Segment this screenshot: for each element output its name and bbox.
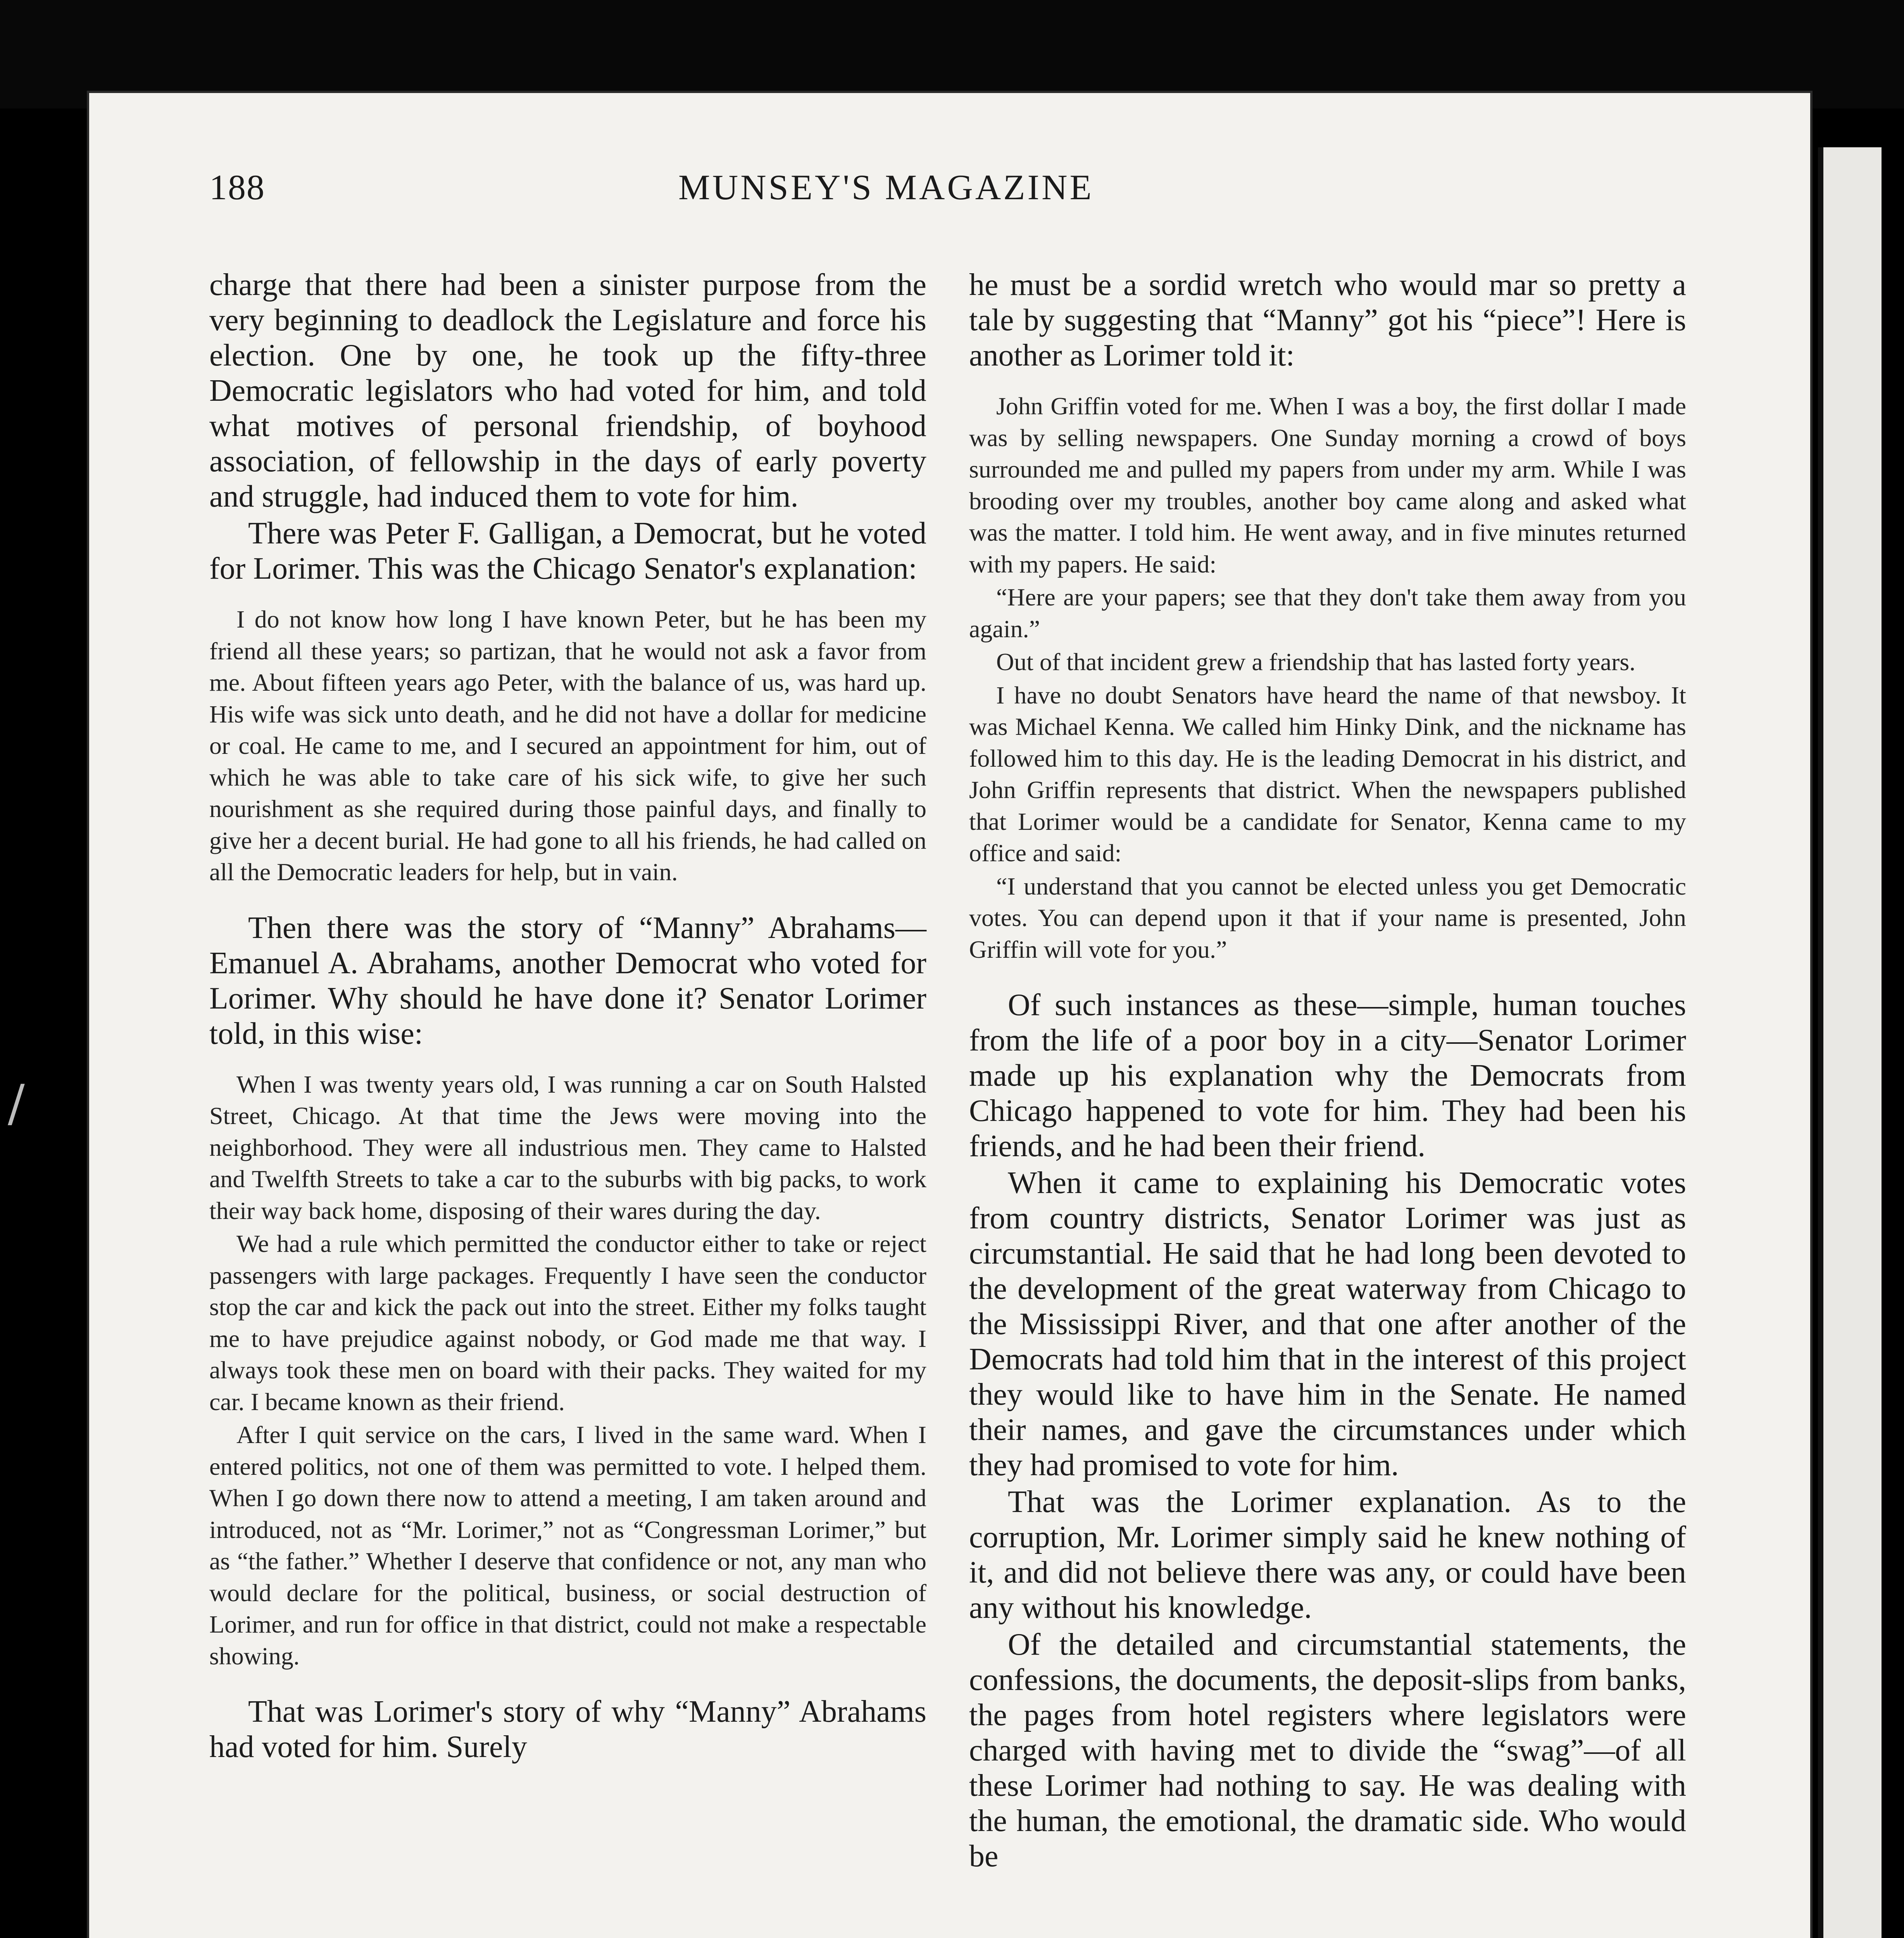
body-paragraph: That was the Lorimer explanation. As to the corruption, Mr. Lorimer simply said he knew nothing of it, and did not believe there was any, or could have been any without his knowledge. (969, 1485, 1686, 1625)
body-paragraph: When it came to explaining his Democratic votes from country districts, Senator Lorimer was just as circumstantial. He said that he had long been devoted to the development of the great waterway from Chicago to the Mississippi River, and that one after another of the Democrats had told him that in the interest of this project they would like to have him in the Senate. He named their names, and gave the circumstances under which they had promised to vote for him. (969, 1166, 1686, 1482)
body-paragraph: Then there was the story of “Manny” Abrahams—Emanuel A. Abrahams, another Democrat who voted for Lorimer. Why should he have done it? Senator Lorimer told, in this wise: (209, 910, 926, 1051)
right-column (969, 267, 1686, 1938)
body-paragraph: Of the detailed and circumstantial statements, the confessions, the documents, the deposit-slips from banks, the pages from hotel registers where legislators were charged with having met to divide the “swag”—of all these Lorimer had nothing to say. He was dealing with the human, the emotional, the dramatic side. Who would be (969, 1628, 1686, 1873)
body-paragraph: charge that there had been a sinister purpose from the very beginning to deadlock the Legislature and force his election. One by one, he took up the fifty-three Democratic legislators who had voted for him, and told what motives of personal friendship, of boyhood association, of fellowship in the days of early poverty and struggle, had induced them to vote for him. (209, 268, 926, 514)
quoted-paragraph: I have no doubt Senators have heard the name of that newsboy. It was Michael Kenna. We called him Hinky Dink, and the nickname has followed him to this day. He is the leading Democrat in his district, and John Griffin represents that district. When the newspapers published that Lorimer would be a candidate for Senator, Kenna came to my office and said: (969, 681, 1686, 867)
scan-background-top (0, 0, 1904, 109)
adjacent-page-edge (1818, 147, 1882, 1938)
quoted-paragraph: After I quit service on the cars, I lived in the same ward. When I entered politics, not one of them was permitted to vote. I helped them. When I go down there now to attend a meeting, I am taken around and introduced, not as “Mr. Lorimer,” not as “Congressman Lorimer,” but as “the father.” Whether I deserve that confidence or not, any man who would declare for the political, business, or social destruction of Lorimer, and run for office in that district, could not make a respectable showing. (209, 1421, 926, 1670)
scan-margin-mark: / (8, 1074, 25, 1133)
left-column (209, 267, 926, 1938)
body-paragraph: That was Lorimer's story of why “Manny” Abrahams had voted for him. Surely (209, 1695, 926, 1764)
quoted-paragraph: We had a rule which permitted the conductor either to take or reject passengers with large packages. Frequently I have seen the conductor stop the car and kick the pack out into the street. Either my folks taught me to have prejudice against nobody, or God made me that way. I always took these men on board with their packs. They waited for my car. I became known as their friend. (209, 1230, 926, 1416)
body-paragraph: Of such instances as these—simple, human touches from the life of a poor boy in a city—Senator Lorimer made up his explanation why the Democrats from Chicago happened to vote for him. They had been his friends, and he had been their friend. (969, 988, 1686, 1163)
quoted-paragraph: “I understand that you cannot be elected unless you get Democratic votes. You can depend upon it that if your name is presented, John Griffin will vote for you.” (969, 872, 1686, 963)
page-number: 188 (209, 167, 265, 207)
running-head (209, 167, 1702, 221)
quoted-paragraph: I do not know how long I have known Peter, but he has been my friend all these years; so partizan, that he would not ask a favor from me. About fifteen years ago Peter, with the balance of us, was hard up. His wife was sick unto death, and he did not have a dollar for medicine or coal. He came to me, and I secured an appointment for him, out of which he was able to take care of his sick wife, to give her such nourishment as she required during those painful days, and finally to give her a decent burial. He had gone to all his friends, he had called on all the Democratic leaders for help, but in vain. (209, 605, 926, 886)
quoted-paragraph: Out of that incident grew a friendship that has lasted forty years. (996, 648, 1636, 676)
quoted-paragraph: When I was twenty years old, I was running a car on South Halsted Street, Chicago. At that time the Jews were moving into the neighborhood. They were all industrious men. They came to Halsted and Twelfth Streets to take a car to the suburbs with big packs, to work their way back home, disposing of their wares during the day. (209, 1070, 926, 1224)
body-paragraph: he must be a sordid wretch who would mar so pretty a tale by suggesting that “Manny” got his “piece”! Here is another as Lorimer told it: (969, 268, 1686, 372)
body-paragraph: There was Peter F. Galligan, a Democrat, but he voted for Lorimer. This was the Chicago Senator's explanation: (209, 516, 926, 586)
quoted-paragraph: “Here are your papers; see that they don't take them away from you again.” (969, 583, 1686, 643)
magazine-title: MUNSEY'S MAGAZINE (678, 167, 1094, 207)
quoted-paragraph: John Griffin voted for me. When I was a boy, the first dollar I made was by selling newspapers. One Sunday morning a crowd of boys surrounded me and pulled my papers from under my arm. While I was brooding over my troubles, another boy came along and asked what was the matter. I told him. He went away, and in five minutes returned with my papers. He said: (969, 392, 1686, 578)
